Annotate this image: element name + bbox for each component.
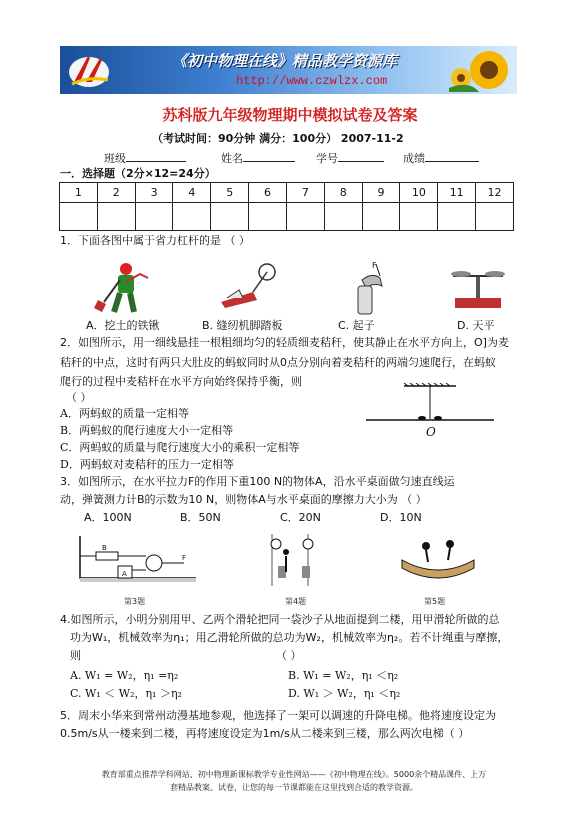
q5-line2: 0.5m/s从一楼来到二楼，再将速度设定为1m/s从二楼来到三楼，那么两次电梯（ ） — [60, 727, 470, 740]
q2-line3: 爬行的过程中麦秸杆在水平方向始终保持乎衡，则 — [60, 375, 302, 388]
answer-cell[interactable] — [286, 203, 324, 231]
answer-cell[interactable] — [324, 203, 362, 231]
svg-text:A: A — [122, 570, 127, 578]
name-blank[interactable] — [243, 150, 295, 162]
answer-cell[interactable] — [97, 203, 135, 231]
number-label: 学号 — [316, 152, 338, 165]
answer-cell[interactable] — [438, 203, 476, 231]
q4-figure — [262, 530, 324, 588]
sunflower-image — [449, 48, 513, 92]
q4-option-c[interactable]: C. W₁ ＜ W₂，η₁ ＞η₂ — [70, 687, 182, 700]
answer-col-header: 9 — [362, 183, 400, 203]
q4-line1: 4.如图所示，小明分别用甲、乙两个滑轮把同一袋沙子从地面提到二楼，用甲滑轮所做的总 — [60, 613, 500, 626]
answer-cell[interactable] — [400, 203, 438, 231]
svg-text:F: F — [182, 554, 187, 562]
q2-option-d[interactable]: D．两蚂蚁对麦秸秆的压力一定相等 — [60, 458, 234, 471]
document-title: 苏科版九年级物理期中模拟试卷及答案 — [162, 106, 418, 124]
answer-cell[interactable] — [211, 203, 249, 231]
answer-cell[interactable] — [173, 203, 211, 231]
svg-text:F: F — [372, 261, 377, 270]
q3-line1: 3．如图所示，在水平拉力F的作用下重100 N的物体A，沿水平桌面做匀速直线运 — [60, 475, 455, 488]
footer-line1: 教育部重点推荐学科网站、初中物理新课标教学专业性网站——《初中物理在线》。5000余个精品课件、上万 — [101, 770, 487, 779]
q4-paren: （ ） — [276, 649, 302, 662]
exam-info: （考试时间：90分钟 满分：100分） 2007-11-2 — [152, 132, 404, 145]
q4-line3: 则 — [70, 649, 81, 662]
q1-option-d[interactable]: D. 天平 — [457, 319, 495, 332]
q5-line1: 5．周末小华来到常州动漫基地参观，他选择了一架可以调速的升降电梯。他将速度设定为 — [60, 709, 496, 722]
q4-option-d[interactable]: D. W₁ ＞ W₂，η₁ ＜η₂ — [288, 687, 401, 700]
q2-line2: 秸秆的中点，这时有两只大肚皮的蚂蚁同时从0点分别向着麦秸秆的两端匀速爬行，在蚂蚁 — [60, 356, 496, 369]
class-label: 班级 — [104, 152, 126, 165]
caption-fig5: 第5题 — [424, 597, 446, 606]
site-logo — [66, 50, 112, 90]
class-blank[interactable] — [126, 150, 186, 162]
answer-cell[interactable] — [362, 203, 400, 231]
q5-figure — [398, 530, 478, 586]
answer-col-header: 7 — [286, 183, 324, 203]
q1-stem: 1．下面各图中属于省力杠杆的是 （ ） — [60, 234, 250, 247]
q3-option-d[interactable]: D．10N — [380, 511, 422, 524]
name-label: 姓名 — [221, 152, 243, 165]
score-blank[interactable] — [425, 150, 479, 162]
q2-line1: 2．如图所示，用一细线悬挂一根粗细均匀的轻质细麦秸秆，使其静止在水平方向上，O]为麦 — [60, 336, 509, 349]
site-banner — [60, 46, 517, 94]
q4-line2: 功为W₁，机械效率为η₁；用乙滑轮所做的总功为W₂，机械效率为η₂。若不计绳重与摩擦， — [70, 631, 509, 644]
answer-col-header: 8 — [324, 183, 362, 203]
answer-col-header: 1 — [60, 183, 98, 203]
banner-title: 《初中物理在线》精品教学资源库 — [172, 52, 398, 70]
answer-header-row — [60, 183, 514, 203]
answer-cell[interactable] — [135, 203, 173, 231]
answer-col-header: 6 — [249, 183, 287, 203]
answer-cell[interactable] — [60, 203, 98, 231]
answer-input-row — [60, 203, 514, 231]
q1-option-c[interactable]: C. 起子 — [338, 319, 375, 332]
q4-option-b[interactable]: B. W₁ = W₂，η₁ ＜η₂ — [288, 669, 399, 682]
answer-col-header: 4 — [173, 183, 211, 203]
footer-line2: 套精品教案、试卷，让您的每一节课都能在这里找到合适的教学资源。 — [170, 783, 418, 792]
q3-figure — [76, 530, 198, 586]
q2-option-a[interactable]: A．两蚂蚁的质量一定相等 — [60, 407, 189, 420]
banner-url[interactable]: http://www.czwlzx.com — [236, 74, 388, 88]
section-heading: 一．选择题（2分×12=24分） — [60, 167, 216, 180]
answer-col-header: 2 — [97, 183, 135, 203]
score-label: 成绩 — [403, 152, 425, 165]
answer-cell[interactable] — [249, 203, 287, 231]
caption-fig3: 第3题 — [124, 597, 146, 606]
number-blank[interactable] — [338, 150, 384, 162]
page-footer — [38, 768, 550, 794]
answer-col-header: 5 — [211, 183, 249, 203]
answer-cell[interactable] — [476, 203, 514, 231]
sewing-pedal-figure — [217, 262, 279, 310]
q2-option-b[interactable]: B．两蚂蚁的爬行速度大小一定相等 — [60, 424, 234, 437]
answer-table — [59, 182, 514, 231]
q3-option-b[interactable]: B．50N — [180, 511, 221, 524]
svg-text:B: B — [102, 544, 107, 552]
q1-option-b[interactable]: B. 缝纫机脚踏板 — [202, 319, 283, 332]
q4-option-a[interactable]: A. W₁ = W₂，η₁ =η₂ — [70, 669, 179, 682]
caption-fig4: 第4题 — [285, 597, 307, 606]
q2-figure-label: O — [426, 425, 436, 439]
q3-option-a[interactable]: A．100N — [84, 511, 132, 524]
answer-col-header: 3 — [135, 183, 173, 203]
answer-col-header: 11 — [438, 183, 476, 203]
shovel-figure — [90, 260, 152, 318]
student-fields — [104, 150, 479, 166]
q2-option-c[interactable]: C．两蚂蚁的质量与爬行速度大小的乘积一定相等 — [60, 441, 300, 454]
answer-col-header: 10 — [400, 183, 438, 203]
q3-option-c[interactable]: C．20N — [280, 511, 321, 524]
q1-option-a[interactable]: A．挖土的铁锹 — [86, 319, 160, 332]
balance-scale-figure — [447, 262, 509, 310]
q3-line2: 动，弹簧测力计B的示数为10 N，则物体A与水平桌面的摩擦力大小为 （ ） — [60, 493, 427, 506]
bottle-opener-figure — [352, 258, 394, 316]
answer-col-header: 12 — [476, 183, 514, 203]
q2-paren: （ ） — [66, 391, 92, 404]
